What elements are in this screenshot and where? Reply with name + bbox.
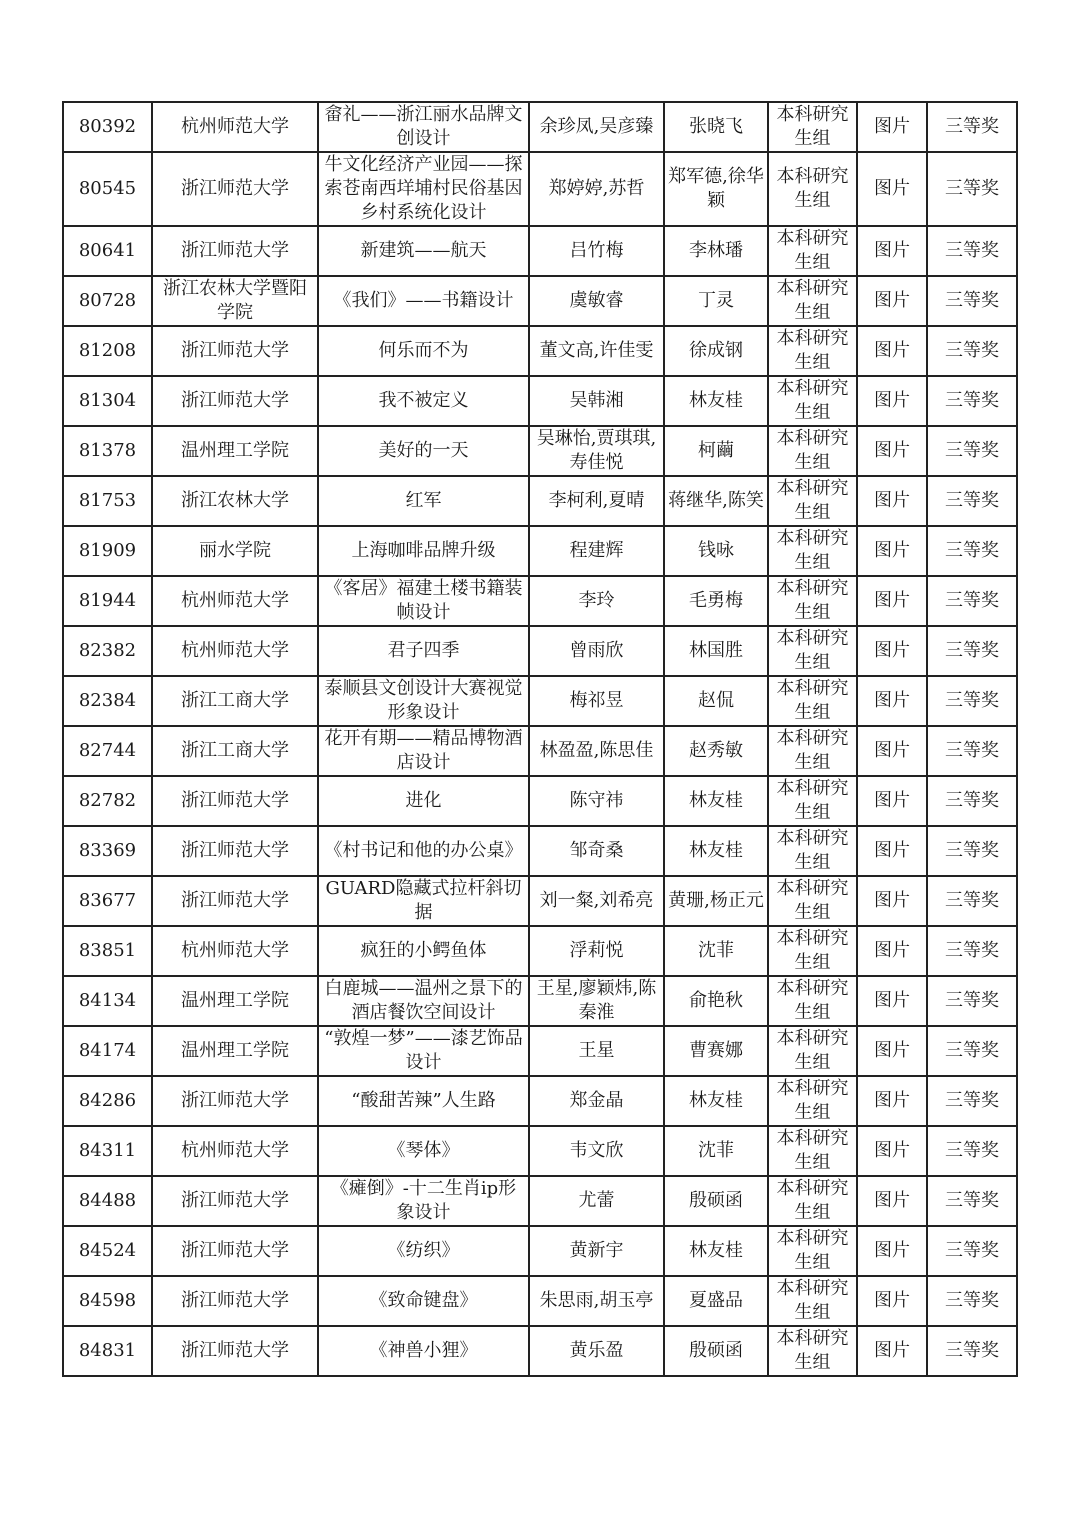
table-row [63,1126,1017,1176]
table-row [63,826,1017,876]
table-row [63,676,1017,726]
award-cell: 三等奖 [927,976,1017,1026]
school-cell: 温州理工学院 [152,426,318,476]
work-title-cell: 何乐而不为 [318,326,529,376]
school-cell: 浙江师范大学 [152,1076,318,1126]
advisor-cell: 殷硕函 [664,1326,768,1376]
work-title-cell: “酸甜苦辣”人生路 [318,1076,529,1126]
award-cell: 三等奖 [927,626,1017,676]
award-cell: 三等奖 [927,476,1017,526]
category-cell: 图片 [857,576,927,626]
work-title-cell: 疯狂的小鳄鱼体 [318,926,529,976]
school-cell: 浙江师范大学 [152,1176,318,1226]
entry-id-cell: 81944 [63,576,152,626]
entry-id-cell: 84598 [63,1276,152,1326]
table-row [63,576,1017,626]
award-cell: 三等奖 [927,326,1017,376]
group-cell: 本科研究生组 [768,326,857,376]
group-cell: 本科研究生组 [768,576,857,626]
advisor-cell: 林国胜 [664,626,768,676]
authors-cell: 虞敏睿 [529,276,664,326]
advisor-cell: 殷硕函 [664,1176,768,1226]
authors-cell: 董文高,许佳雯 [529,326,664,376]
group-cell: 本科研究生组 [768,726,857,776]
category-cell: 图片 [857,526,927,576]
category-cell: 图片 [857,776,927,826]
category-cell: 图片 [857,1326,927,1376]
entry-id-cell: 84524 [63,1226,152,1276]
authors-cell: 李柯利,夏晴 [529,476,664,526]
category-cell: 图片 [857,1276,927,1326]
entry-id-cell: 84286 [63,1076,152,1126]
entry-id-cell: 81909 [63,526,152,576]
group-cell: 本科研究生组 [768,1326,857,1376]
entry-id-cell: 84488 [63,1176,152,1226]
award-cell: 三等奖 [927,376,1017,426]
award-cell: 三等奖 [927,876,1017,926]
authors-cell: 韦文欣 [529,1126,664,1176]
table-row [63,1226,1017,1276]
school-cell: 杭州师范大学 [152,576,318,626]
work-title-cell: 上海咖啡品牌升级 [318,526,529,576]
group-cell: 本科研究生组 [768,526,857,576]
group-cell: 本科研究生组 [768,276,857,326]
category-cell: 图片 [857,426,927,476]
advisor-cell: 林友桂 [664,776,768,826]
school-cell: 浙江师范大学 [152,876,318,926]
work-title-cell: 君子四季 [318,626,529,676]
award-cell: 三等奖 [927,1076,1017,1126]
category-cell: 图片 [857,1226,927,1276]
category-cell: 图片 [857,1026,927,1076]
category-cell: 图片 [857,326,927,376]
school-cell: 温州理工学院 [152,1026,318,1076]
table-row [63,526,1017,576]
work-title-cell: 我不被定义 [318,376,529,426]
advisor-cell: 蒋继华,陈笑 [664,476,768,526]
work-title-cell: 《瘫倒》-十二生肖ip形象设计 [318,1176,529,1226]
award-table [62,101,1018,1377]
school-cell: 浙江师范大学 [152,1276,318,1326]
group-cell: 本科研究生组 [768,1126,857,1176]
entry-id-cell: 84831 [63,1326,152,1376]
advisor-cell: 李林璠 [664,226,768,276]
school-cell: 浙江工商大学 [152,676,318,726]
table-row [63,626,1017,676]
group-cell: 本科研究生组 [768,376,857,426]
advisor-cell: 张晓飞 [664,102,768,152]
category-cell: 图片 [857,152,927,226]
work-title-cell: 《纺织》 [318,1226,529,1276]
table-row [63,1176,1017,1226]
entry-id-cell: 81208 [63,326,152,376]
advisor-cell: 林友桂 [664,376,768,426]
work-title-cell: 《村书记和他的办公桌》 [318,826,529,876]
entry-id-cell: 82744 [63,726,152,776]
group-cell: 本科研究生组 [768,976,857,1026]
authors-cell: 程建辉 [529,526,664,576]
school-cell: 杭州师范大学 [152,1126,318,1176]
entry-id-cell: 83851 [63,926,152,976]
school-cell: 杭州师范大学 [152,102,318,152]
work-title-cell: 泰顺县文创设计大赛视觉形象设计 [318,676,529,726]
entry-id-cell: 84174 [63,1026,152,1076]
work-title-cell: 美好的一天 [318,426,529,476]
award-cell: 三等奖 [927,1176,1017,1226]
authors-cell: 曾雨欣 [529,626,664,676]
authors-cell: 林盈盈,陈思佳 [529,726,664,776]
award-table-body [63,102,1017,1376]
category-cell: 图片 [857,976,927,1026]
group-cell: 本科研究生组 [768,476,857,526]
authors-cell: 黄新宇 [529,1226,664,1276]
award-cell: 三等奖 [927,776,1017,826]
entry-id-cell: 81304 [63,376,152,426]
group-cell: 本科研究生组 [768,1026,857,1076]
authors-cell: 朱思雨,胡玉亭 [529,1276,664,1326]
school-cell: 浙江师范大学 [152,776,318,826]
award-cell: 三等奖 [927,152,1017,226]
award-cell: 三等奖 [927,576,1017,626]
award-cell: 三等奖 [927,526,1017,576]
work-title-cell: 红军 [318,476,529,526]
group-cell: 本科研究生组 [768,1076,857,1126]
group-cell: 本科研究生组 [768,926,857,976]
school-cell: 丽水学院 [152,526,318,576]
advisor-cell: 郑军德,徐华颖 [664,152,768,226]
authors-cell: 吴韩湘 [529,376,664,426]
advisor-cell: 毛勇梅 [664,576,768,626]
advisor-cell: 钱咏 [664,526,768,576]
work-title-cell: 进化 [318,776,529,826]
category-cell: 图片 [857,276,927,326]
group-cell: 本科研究生组 [768,776,857,826]
group-cell: 本科研究生组 [768,626,857,676]
work-title-cell: 《客居》福建土楼书籍装帧设计 [318,576,529,626]
entry-id-cell: 84134 [63,976,152,1026]
award-cell: 三等奖 [927,926,1017,976]
school-cell: 浙江农林大学暨阳学院 [152,276,318,326]
school-cell: 浙江工商大学 [152,726,318,776]
work-title-cell: 《神兽小狸》 [318,1326,529,1376]
school-cell: 浙江师范大学 [152,826,318,876]
category-cell: 图片 [857,726,927,776]
school-cell: 杭州师范大学 [152,626,318,676]
table-row [63,276,1017,326]
category-cell: 图片 [857,1176,927,1226]
work-title-cell: 白鹿城——温州之景下的酒店餐饮空间设计 [318,976,529,1026]
work-title-cell: 牛文化经济产业园——探索苍南西垟埔村民俗基因乡村系统化设计 [318,152,529,226]
group-cell: 本科研究生组 [768,102,857,152]
school-cell: 温州理工学院 [152,976,318,1026]
school-cell: 浙江师范大学 [152,376,318,426]
work-title-cell: 《致命键盘》 [318,1276,529,1326]
category-cell: 图片 [857,376,927,426]
school-cell: 浙江师范大学 [152,152,318,226]
award-cell: 三等奖 [927,102,1017,152]
school-cell: 浙江师范大学 [152,1326,318,1376]
group-cell: 本科研究生组 [768,1176,857,1226]
group-cell: 本科研究生组 [768,876,857,926]
advisor-cell: 曹赛娜 [664,1026,768,1076]
table-row [63,152,1017,226]
award-cell: 三等奖 [927,676,1017,726]
table-row [63,1026,1017,1076]
award-cell: 三等奖 [927,1326,1017,1376]
table-row [63,326,1017,376]
authors-cell: 郑婷婷,苏哲 [529,152,664,226]
advisor-cell: 林友桂 [664,1076,768,1126]
category-cell: 图片 [857,926,927,976]
group-cell: 本科研究生组 [768,1276,857,1326]
advisor-cell: 徐成钢 [664,326,768,376]
school-cell: 杭州师范大学 [152,926,318,976]
group-cell: 本科研究生组 [768,676,857,726]
entry-id-cell: 83369 [63,826,152,876]
advisor-cell: 沈菲 [664,926,768,976]
group-cell: 本科研究生组 [768,426,857,476]
entry-id-cell: 80728 [63,276,152,326]
category-cell: 图片 [857,1076,927,1126]
award-cell: 三等奖 [927,726,1017,776]
table-row [63,1326,1017,1376]
table-row [63,426,1017,476]
authors-cell: 郑金晶 [529,1076,664,1126]
category-cell: 图片 [857,226,927,276]
advisor-cell: 丁灵 [664,276,768,326]
entry-id-cell: 80545 [63,152,152,226]
authors-cell: 浮莉悦 [529,926,664,976]
category-cell: 图片 [857,1126,927,1176]
group-cell: 本科研究生组 [768,226,857,276]
advisor-cell: 林友桂 [664,1226,768,1276]
entry-id-cell: 84311 [63,1126,152,1176]
group-cell: 本科研究生组 [768,152,857,226]
authors-cell: 刘一粲,刘希亮 [529,876,664,926]
category-cell: 图片 [857,626,927,676]
work-title-cell: 畲礼——浙江丽水品牌文创设计 [318,102,529,152]
award-cell: 三等奖 [927,276,1017,326]
table-row [63,876,1017,926]
advisor-cell: 柯繭 [664,426,768,476]
entry-id-cell: 81378 [63,426,152,476]
table-row [63,726,1017,776]
advisor-cell: 沈菲 [664,1126,768,1176]
award-cell: 三等奖 [927,1026,1017,1076]
authors-cell: 尤蕾 [529,1176,664,1226]
award-cell: 三等奖 [927,826,1017,876]
table-row [63,976,1017,1026]
entry-id-cell: 80641 [63,226,152,276]
table-row [63,226,1017,276]
award-cell: 三等奖 [927,226,1017,276]
work-title-cell: 《琴体》 [318,1126,529,1176]
entry-id-cell: 82782 [63,776,152,826]
category-cell: 图片 [857,676,927,726]
category-cell: 图片 [857,102,927,152]
work-title-cell: 《我们》——书籍设计 [318,276,529,326]
category-cell: 图片 [857,476,927,526]
authors-cell: 邹奇桑 [529,826,664,876]
entry-id-cell: 82384 [63,676,152,726]
advisor-cell: 俞艳秋 [664,976,768,1026]
advisor-cell: 林友桂 [664,826,768,876]
category-cell: 图片 [857,826,927,876]
authors-cell: 吕竹梅 [529,226,664,276]
work-title-cell: 新建筑——航天 [318,226,529,276]
school-cell: 浙江师范大学 [152,326,318,376]
advisor-cell: 黄珊,杨正元 [664,876,768,926]
entry-id-cell: 80392 [63,102,152,152]
work-title-cell: 花开有期——精品博物酒店设计 [318,726,529,776]
school-cell: 浙江师范大学 [152,226,318,276]
award-cell: 三等奖 [927,1276,1017,1326]
work-title-cell: GUARD隐藏式拉杆斜切据 [318,876,529,926]
award-cell: 三等奖 [927,426,1017,476]
award-cell: 三等奖 [927,1226,1017,1276]
group-cell: 本科研究生组 [768,1226,857,1276]
table-row [63,476,1017,526]
authors-cell: 余珍凤,吴彦臻 [529,102,664,152]
award-cell: 三等奖 [927,1126,1017,1176]
category-cell: 图片 [857,876,927,926]
authors-cell: 陈守祎 [529,776,664,826]
entry-id-cell: 81753 [63,476,152,526]
authors-cell: 梅祁昱 [529,676,664,726]
table-row [63,1276,1017,1326]
table-row [63,1076,1017,1126]
authors-cell: 李玲 [529,576,664,626]
school-cell: 浙江师范大学 [152,1226,318,1276]
table-row [63,376,1017,426]
advisor-cell: 赵秀敏 [664,726,768,776]
group-cell: 本科研究生组 [768,826,857,876]
table-row [63,776,1017,826]
authors-cell: 王星,廖颖炜,陈秦淮 [529,976,664,1026]
advisor-cell: 夏盛品 [664,1276,768,1326]
entry-id-cell: 82382 [63,626,152,676]
table-row [63,102,1017,152]
table-row [63,926,1017,976]
authors-cell: 王星 [529,1026,664,1076]
authors-cell: 黄乐盈 [529,1326,664,1376]
authors-cell: 吴琳怡,贾琪琪,寿佳悦 [529,426,664,476]
school-cell: 浙江农林大学 [152,476,318,526]
entry-id-cell: 83677 [63,876,152,926]
work-title-cell: “敦煌一梦”——漆艺饰品设计 [318,1026,529,1076]
advisor-cell: 赵侃 [664,676,768,726]
